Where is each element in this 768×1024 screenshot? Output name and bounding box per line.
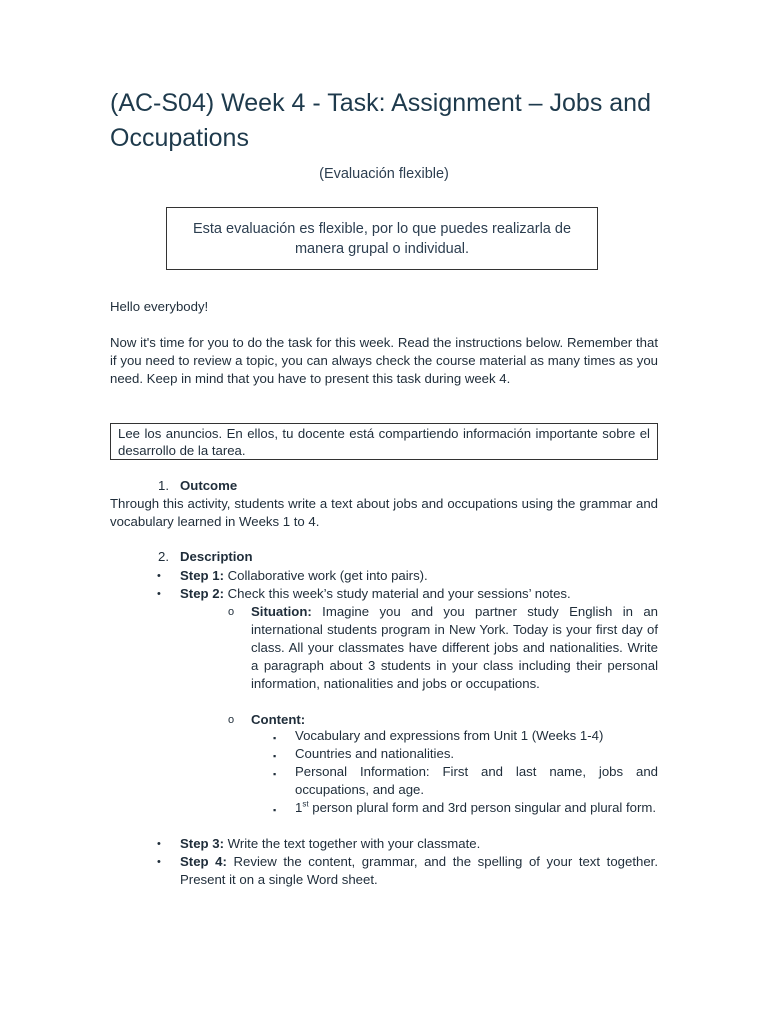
step-3-text: Write the text together with your classmate. (223, 836, 481, 851)
step-1-text: Collaborative work (get into pairs). (223, 568, 428, 583)
circle-bullet-icon: o (228, 714, 235, 726)
flexible-evaluation-text: Esta evaluación es flexible, por lo que puedes realizarla de manera grupal o individual. (192, 220, 572, 257)
step-3-label: Step 3: (180, 836, 224, 851)
person-forms-text: person plural form and 3rd person singular and plural form. (308, 800, 657, 815)
intro-paragraph: Now it's time for you to do the task for this week. Read the instructions below. Remember that if you need to review a topic, you can always check the course material as many times as you need. Keep in mind that you have to present this task during week 4. (110, 335, 658, 386)
square-bullet-icon: ▪ (273, 805, 277, 815)
bullet-icon: • (157, 856, 161, 868)
step-2-label: Step 2: (180, 586, 224, 601)
bullet-icon: • (157, 838, 161, 850)
announcements-notice-text: Lee los anuncios. En ellos, tu docente está compartiendo información importante sobre el desarrollo de la tarea. (118, 426, 650, 458)
situation-label: Situation: (251, 604, 312, 619)
bullet-icon: • (157, 588, 161, 600)
description-heading: Description (180, 549, 253, 564)
step-1-label: Step 1: (180, 568, 224, 583)
person-forms-number: 1 (295, 800, 303, 815)
step-1 (180, 567, 658, 585)
content-item-countries: Countries and nationalities. (295, 746, 455, 761)
step-4-text: Review the content, grammar, and the spelling of your text together. Present it on a single Word sheet. (180, 854, 658, 887)
outcome-heading: Outcome (180, 478, 238, 493)
circle-bullet-icon: o (228, 606, 235, 618)
flexible-evaluation-box (166, 207, 598, 270)
bullet-icon: • (157, 570, 161, 582)
document-title: (AC-S04) Week 4 - Task: Assignment – Jobs and Occupations (110, 89, 651, 152)
step-2-text: Check this week’s study material and your sessions’ notes. (223, 586, 571, 601)
situation-item (251, 603, 658, 693)
person-forms-ordinal: st (302, 799, 309, 809)
outcome-text: Through this activity, students write a text about jobs and occupations using the grammar and vocabulary learned in Weeks 1 to 4. (110, 496, 658, 529)
outcome-number: 1. (158, 478, 169, 493)
step-4 (180, 853, 658, 889)
step-3 (180, 835, 658, 853)
content-label: Content: (251, 712, 306, 727)
document-subtitle: (Evaluación flexible) (319, 166, 449, 182)
step-2 (180, 585, 658, 603)
square-bullet-icon: ▪ (273, 733, 277, 743)
content-item-person-forms (295, 799, 658, 817)
content-item-personal-info: Personal Information: First and last name, jobs and occupations, and age. (295, 764, 658, 797)
announcements-notice-box (110, 423, 658, 460)
description-number: 2. (158, 549, 169, 564)
situation-text: Imagine you and you partner study English in an international students program in New York. Today is your first day of class. All your classmates have different jobs and nationalities. Write a paragraph about 3 students in your class including their personal information, nationalities and jobs or occupations. (251, 604, 658, 691)
greeting: Hello everybody! (110, 299, 209, 314)
content-item-vocabulary: Vocabulary and expressions from Unit 1 (Weeks 1-4) (295, 728, 604, 743)
square-bullet-icon: ▪ (273, 751, 277, 761)
step-4-label: Step 4: (180, 854, 227, 869)
square-bullet-icon: ▪ (273, 769, 277, 779)
